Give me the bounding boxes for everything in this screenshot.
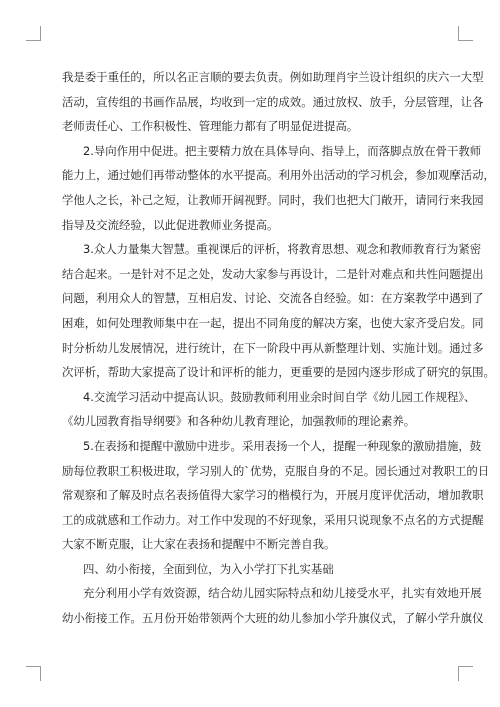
text-line: 老师责任心、工作积极性、管理能力都有了明显促进提高。 [62, 119, 359, 134]
crop-mark-top-left [26, 26, 41, 41]
text-line: 我是委于重任的，所以名正言顺的要去负责。例如助理肖宇兰设计组织的庆六一大型 [62, 70, 484, 84]
text-line: 次评析，帮助大家提高了设计和评析的能力，更重要的是园内逐步形成了研究的氛围。 [62, 365, 495, 380]
crop-mark-bottom-left [26, 666, 41, 681]
text-line: 充分利用小学有效资源，结合幼儿园实际特点和幼儿接受水平，扎实有效地开展 [83, 586, 482, 601]
text-line: 能力上，通过她们再带动整体的水平提高。利用外出活动的学习机会，参加观摩活动， [62, 168, 495, 183]
text-line: 学他人之长，补己之短，让教师开阔视野。同时，我们也把大门敞开，请同行来我园 [62, 192, 484, 207]
text-line: 5.在表扬和提醒中激励中进步。采用表扬一个人，提醒一种现象的激励措施，鼓 [83, 438, 482, 453]
text-line: 《幼儿园教育指导纲要》和各种幼儿教育理论，加强教师的理论素养。 [62, 414, 416, 429]
crop-mark-bottom-right [458, 666, 473, 681]
text-line: 幼小衔接工作。五月份开始带领两个大班的幼儿参加小学升旗仪式，了解小学升旗仪 [62, 611, 484, 626]
text-line: 问题，利用众人的智慧，互相启发、讨论、交流各自经验。如：在方案教学中遇到了 [62, 291, 484, 306]
text-line: 工的成就感和工作动力。对工作中发现的不好现象，采用只说现象不点名的方式提醒 [62, 512, 484, 527]
text-line: 困难，如何处理教师集中在一起，提出不同角度的解决方案，也使大家齐受启发。同 [62, 315, 484, 330]
paragraph-collective-wisdom [62, 237, 495, 385]
paragraph-study-exchange [62, 385, 476, 434]
text-line: 指导及交流经验，以此促进教师业务提高。 [62, 217, 279, 232]
paragraph-delegation [62, 65, 484, 139]
text-line: 2.导向作用中促进。把主要精力放在具体导向、指导上，而落脚点放在骨干教师 [83, 143, 482, 158]
section-heading-four [62, 557, 438, 582]
section-heading: 四、幼小衔接，全面到位，为入小学打下扎实基础 [83, 561, 334, 576]
text-line: 3.众人力量集大智慧。重视课后的评析，将教育思想、观念和教师教育行为紧密 [83, 242, 482, 257]
text-line: 励每位教职工积极进取，学习别人的`优势，克服自身的不足。园长通过对教职工的日 [62, 463, 490, 478]
paragraph-transition-work [62, 581, 484, 630]
body-text [62, 65, 495, 631]
text-line: 活动，宣传组的书画作品展，均收到一定的成效。通过放权、放手，分层管理，让各 [62, 94, 484, 109]
text-line: 大家不断克服，让大家在表扬和提醒中不断完善自我。 [62, 537, 336, 552]
paragraph-guidance [62, 139, 495, 237]
crop-mark-top-right [458, 26, 473, 41]
paragraph-praise-reminder [62, 434, 490, 557]
text-line: 4.交流学习活动中提高认识。鼓励教师利用业余时间自学《幼儿园工作规程》、 [83, 389, 476, 404]
text-line: 时分析幼儿发展情况，进行统计，在下一阶段中再从新整理计划、实施计划。通过多 [62, 340, 484, 355]
text-line: 结合起来。一是针对不足之处，发动大家参与再设计，二是针对难点和共性问题提出 [62, 266, 484, 281]
text-line: 常观察和了解及时点名表扬值得大家学习的楷模行为，开展月度评优活动，增加教职 [62, 488, 484, 503]
